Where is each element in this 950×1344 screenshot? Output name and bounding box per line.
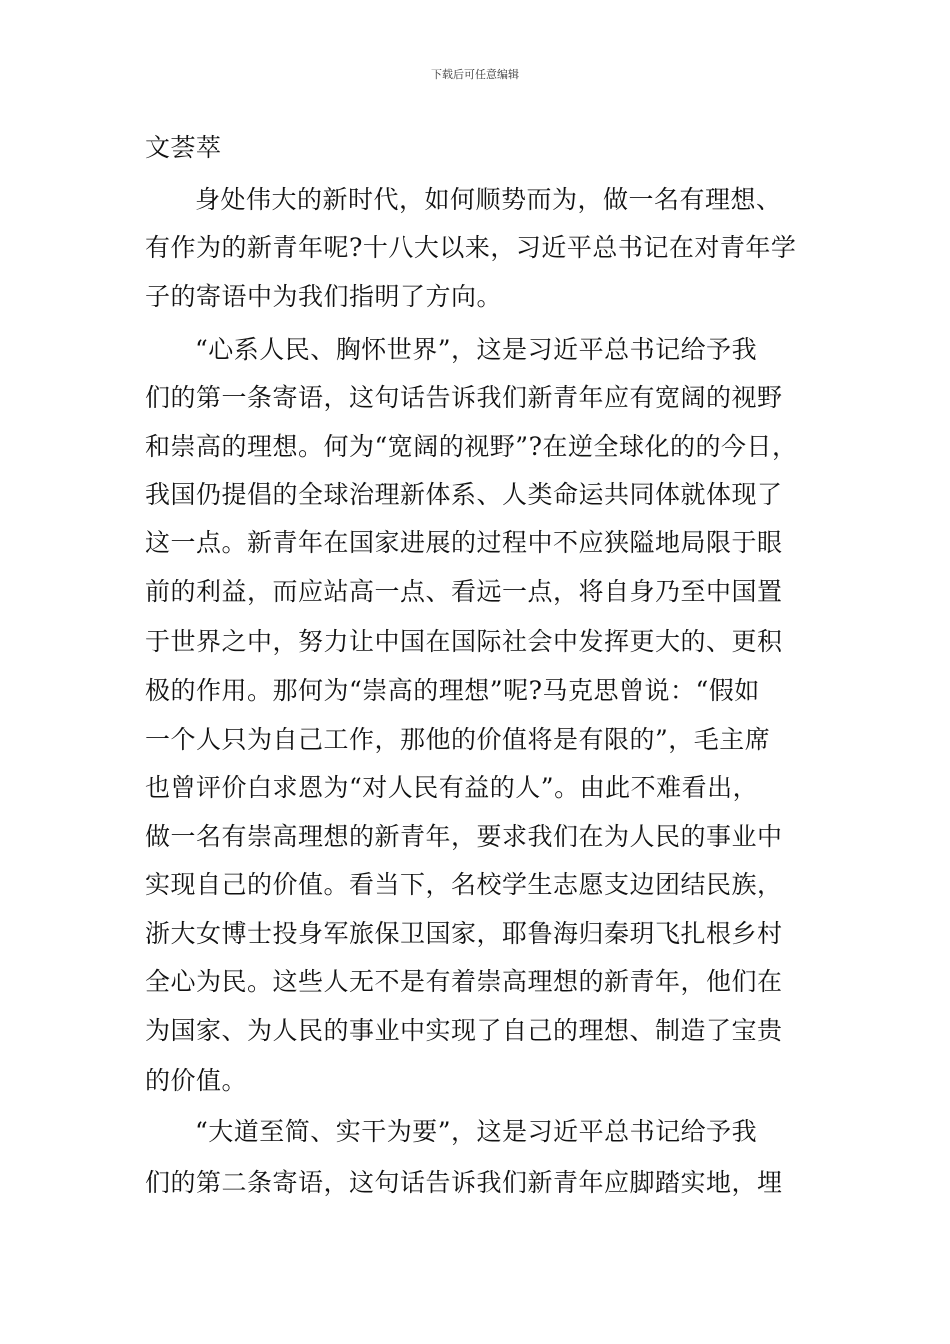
text-line: 我国仍提倡的全球治理新体系、人类命运共同体就体现了 — [145, 480, 783, 509]
text-line: “大道至简、实干为要”，这是习近平总书记给予我 — [195, 1117, 758, 1146]
text-line: 文荟萃 — [145, 133, 222, 162]
text-line: 一个人只为自己工作，那他的价值将是有限的”，毛主席 — [145, 725, 771, 754]
text-line: 浙大女博士投身军旅保卫国家，耶鲁海归秦玥飞扎根乡村 — [145, 919, 783, 948]
text-line: 做一名有崇高理想的新青年，要求我们在为人民的事业中 — [145, 822, 783, 851]
text-line: 为国家、为人民的事业中实现了自己的理想、制造了宝贵 — [145, 1016, 783, 1045]
text-line: 极的作用。那何为“崇高的理想”呢?马克思曾说：“假如 — [145, 676, 760, 705]
text-line: 于世界之中，努力让中国在国际社会中发挥更大的、更积 — [145, 627, 783, 656]
text-line: 前的利益，而应站高一点、看远一点，将自身乃至中国置 — [145, 577, 783, 606]
text-line: 的价值。 — [145, 1066, 248, 1095]
text-line: 们的第二条寄语，这句话告诉我们新青年应脚踏实地，埋 — [145, 1168, 783, 1197]
text-line: 有作为的新青年呢?十八大以来，习近平总书记在对青年学 — [145, 233, 797, 262]
text-line: 也曾评价白求恩为“对人民有益的人”。由此不难看出， — [145, 773, 759, 802]
text-line: 子的寄语中为我们指明了方向。 — [145, 282, 503, 311]
text-line: 们的第一条寄语，这句话告诉我们新青年应有宽阔的视野 — [145, 383, 783, 412]
text-line: 这一点。新青年在国家进展的过程中不应狭隘地局限于眼 — [145, 528, 783, 557]
page-header: 下载后可任意编辑 — [431, 68, 519, 81]
text-line: 实现自己的价值。看当下，名校学生志愿支边团结民族， — [145, 870, 783, 899]
text-line: 全心为民。这些人无不是有着崇高理想的新青年，他们在 — [145, 967, 783, 996]
text-line: “心系人民、胸怀世界”，这是习近平总书记给予我 — [195, 335, 758, 364]
text-line: 和崇高的理想。何为“宽阔的视野”?在逆全球化的的今日， — [145, 432, 798, 461]
text-line: 身处伟大的新时代，如何顺势而为，做一名有理想、 — [195, 185, 782, 214]
